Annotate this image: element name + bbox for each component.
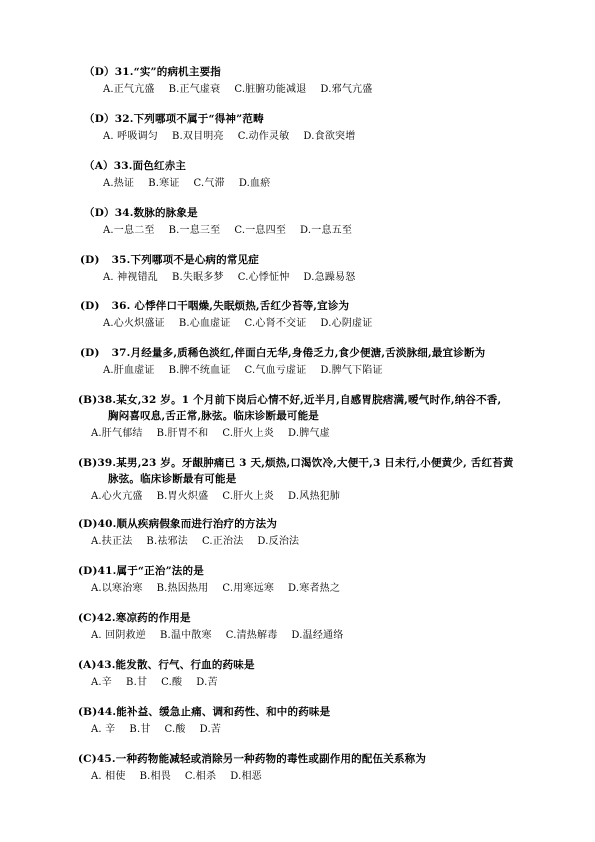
stem-text: 44.能补益、缓急止痛、调和药性、和中的药味是 xyxy=(97,706,331,718)
option-d: D.食欲突增 xyxy=(303,131,356,142)
option-d: D.血瘀 xyxy=(238,178,271,189)
option-d: D.苦 xyxy=(196,677,218,688)
option-d: D.相恶 xyxy=(230,771,262,782)
stem-text: 39.某男,23 岁。牙龈肿痛已 3 天,烦热,口渴饮冷,大便干,3 日未行,小便黄少, 舌红苔黄 xyxy=(97,457,514,469)
stem-text: 42.寒凉药的作用是 xyxy=(96,612,191,624)
option-a: A.辛 xyxy=(91,677,113,688)
option-d: D.脾气虚 xyxy=(288,428,330,439)
answer-key: （A） xyxy=(84,160,114,172)
stem-text: 36. 心悸伴口干咽燥,失眠烦热,舌红少苔等,宜诊为 xyxy=(111,300,350,312)
option-b: B.失眠多梦 xyxy=(171,272,224,283)
option-a: A.一息二至 xyxy=(103,225,155,236)
stem-text: 41.属于“正治”法的是 xyxy=(97,565,204,577)
answer-key: (D) xyxy=(78,518,98,530)
options xyxy=(91,579,354,594)
option-c: C.肝火上炎 xyxy=(222,428,275,439)
option-a: A.正气亢盛 xyxy=(103,84,155,95)
option-a: A.心火亢盛 xyxy=(91,491,143,502)
options xyxy=(91,532,313,547)
question-stem xyxy=(78,563,204,578)
question-stem xyxy=(78,704,330,719)
option-b: B.心血虚证 xyxy=(178,318,231,329)
answer-key: (D) xyxy=(80,300,100,312)
option-b: B.正气虚衰 xyxy=(168,84,221,95)
question-stem xyxy=(78,516,277,531)
option-c: C.心肾不交证 xyxy=(244,318,307,329)
question-stem xyxy=(78,751,426,766)
option-c: C.正治法 xyxy=(201,536,244,547)
option-d: D.心阴虚证 xyxy=(320,318,373,329)
stem-text: 38.某女,32 岁。1 个月前下岗后心情不好,近半月,自感胃脘痞满,嗳气时作,纳谷不香, xyxy=(97,394,502,406)
options xyxy=(103,221,366,236)
option-a: A. 回阴救逆 xyxy=(91,630,146,641)
answer-key: （D） xyxy=(84,113,115,125)
option-b: B.祛邪法 xyxy=(146,536,188,547)
stem-text: 33.面色红赤主 xyxy=(113,160,187,172)
answer-key: (C) xyxy=(78,753,97,765)
options xyxy=(103,174,284,189)
options xyxy=(103,127,369,142)
question-stem xyxy=(84,64,221,79)
option-d: D.风热犯肺 xyxy=(288,491,341,502)
option-c: C.清热解毒 xyxy=(225,630,278,641)
options xyxy=(103,80,386,95)
question-stem xyxy=(84,158,186,173)
option-a: A.以寒治寒 xyxy=(91,583,143,594)
question-stem-continued: 脉弦。临床诊断最有可能是 xyxy=(108,473,237,485)
options xyxy=(91,424,344,439)
options xyxy=(91,767,276,782)
answer-key: (A) xyxy=(78,659,97,671)
option-b: B.甘 xyxy=(126,677,148,688)
answer-key: (D) xyxy=(80,347,100,359)
answer-key: (C) xyxy=(78,612,97,624)
option-c: C.用寒远寒 xyxy=(222,583,275,594)
option-a: A. 辛 xyxy=(91,724,116,735)
option-b: B.脾不统血证 xyxy=(168,365,231,376)
answer-key: (B) xyxy=(78,706,98,718)
answer-key: (B) xyxy=(78,394,98,406)
option-b: B.胃火炽盛 xyxy=(156,491,209,502)
question-stem xyxy=(84,205,198,220)
option-c: C.脏腑功能减退 xyxy=(234,84,307,95)
option-a: A. 神视错乱 xyxy=(103,272,158,283)
option-d: D.邪气亢盛 xyxy=(320,84,373,95)
option-c: C.肝火上炎 xyxy=(222,491,275,502)
option-c: C.相杀 xyxy=(184,771,217,782)
option-c: C.动作灵敏 xyxy=(237,131,290,142)
options xyxy=(91,720,235,735)
stem-text: 35.下列哪项不是心病的常见症 xyxy=(111,254,259,266)
answer-key: （D） xyxy=(84,207,115,219)
option-b: B.相畏 xyxy=(139,771,171,782)
answer-key: (D) xyxy=(78,565,98,577)
options xyxy=(91,626,357,641)
options xyxy=(91,673,232,688)
stem-text: 34.数脉的脉象是 xyxy=(114,207,198,219)
option-c: C.气滞 xyxy=(193,178,225,189)
option-a: A.肝气郁结 xyxy=(91,428,143,439)
question-stem xyxy=(80,252,259,267)
answer-key: (D) xyxy=(80,254,100,266)
option-b: B.肝胃不和 xyxy=(156,428,209,439)
option-b: B.温中散寒 xyxy=(159,630,212,641)
option-d: D.苦 xyxy=(199,724,222,735)
question-stem xyxy=(78,610,191,625)
question-stem xyxy=(78,657,255,672)
option-c: C.酸 xyxy=(161,677,183,688)
options xyxy=(91,487,354,502)
option-b: B.热因热用 xyxy=(156,583,209,594)
option-b: B.双目明亮 xyxy=(171,131,224,142)
option-b: B.寒证 xyxy=(148,178,180,189)
question-stem xyxy=(80,298,349,313)
option-c: C.气血亏虚证 xyxy=(244,365,307,376)
question-stem xyxy=(80,345,485,360)
option-c: C.酸 xyxy=(164,724,186,735)
option-c: C.一息四至 xyxy=(234,225,287,236)
option-d: D.寒者热之 xyxy=(288,583,341,594)
stem-text: 37.月经量多,质稀色淡红,伴面白无华,身倦乏力,食少便溏,舌淡脉细,最宜诊断为 xyxy=(111,347,486,359)
option-a: A. 相使 xyxy=(91,771,126,782)
option-d: D.反治法 xyxy=(257,536,300,547)
option-a: A.热证 xyxy=(103,178,135,189)
option-a: A. 呼吸调匀 xyxy=(103,131,158,142)
stem-text: 40.顺从疾病假象而进行治疗的方法为 xyxy=(97,518,278,530)
option-c: C.心悸怔忡 xyxy=(237,272,290,283)
stem-text: 45.一种药物能减轻或消除另一种药物的毒性或副作用的配伍关系称为 xyxy=(96,753,427,765)
question-stem xyxy=(84,111,264,126)
options xyxy=(103,361,397,376)
answer-key: (B) xyxy=(78,457,98,469)
options xyxy=(103,268,369,283)
options xyxy=(103,314,386,329)
question-stem xyxy=(78,455,514,470)
stem-text: 43.能发散、行气、行血的药味是 xyxy=(96,659,255,671)
option-d: D.脾气下陷证 xyxy=(320,365,383,376)
answer-key: （D） xyxy=(84,66,115,78)
option-b: B.一息三至 xyxy=(168,225,221,236)
option-a: A.心火炽盛证 xyxy=(103,318,165,329)
option-d: D.温经通络 xyxy=(291,630,344,641)
question-stem xyxy=(78,392,501,407)
option-d: D.一息五至 xyxy=(300,225,353,236)
option-a: A.扶正法 xyxy=(91,536,133,547)
question-stem-continued: 胸闷喜叹息,舌正常,脉弦。临床诊断最可能是 xyxy=(108,410,320,422)
option-b: B.甘 xyxy=(129,724,151,735)
stem-text: 31.“实”的病机主要指 xyxy=(114,66,221,78)
option-a: A.肝血虚证 xyxy=(103,365,155,376)
stem-text: 32.下列哪项不属于“得神”范畴 xyxy=(114,113,264,125)
option-d: D.急躁易怒 xyxy=(303,272,356,283)
